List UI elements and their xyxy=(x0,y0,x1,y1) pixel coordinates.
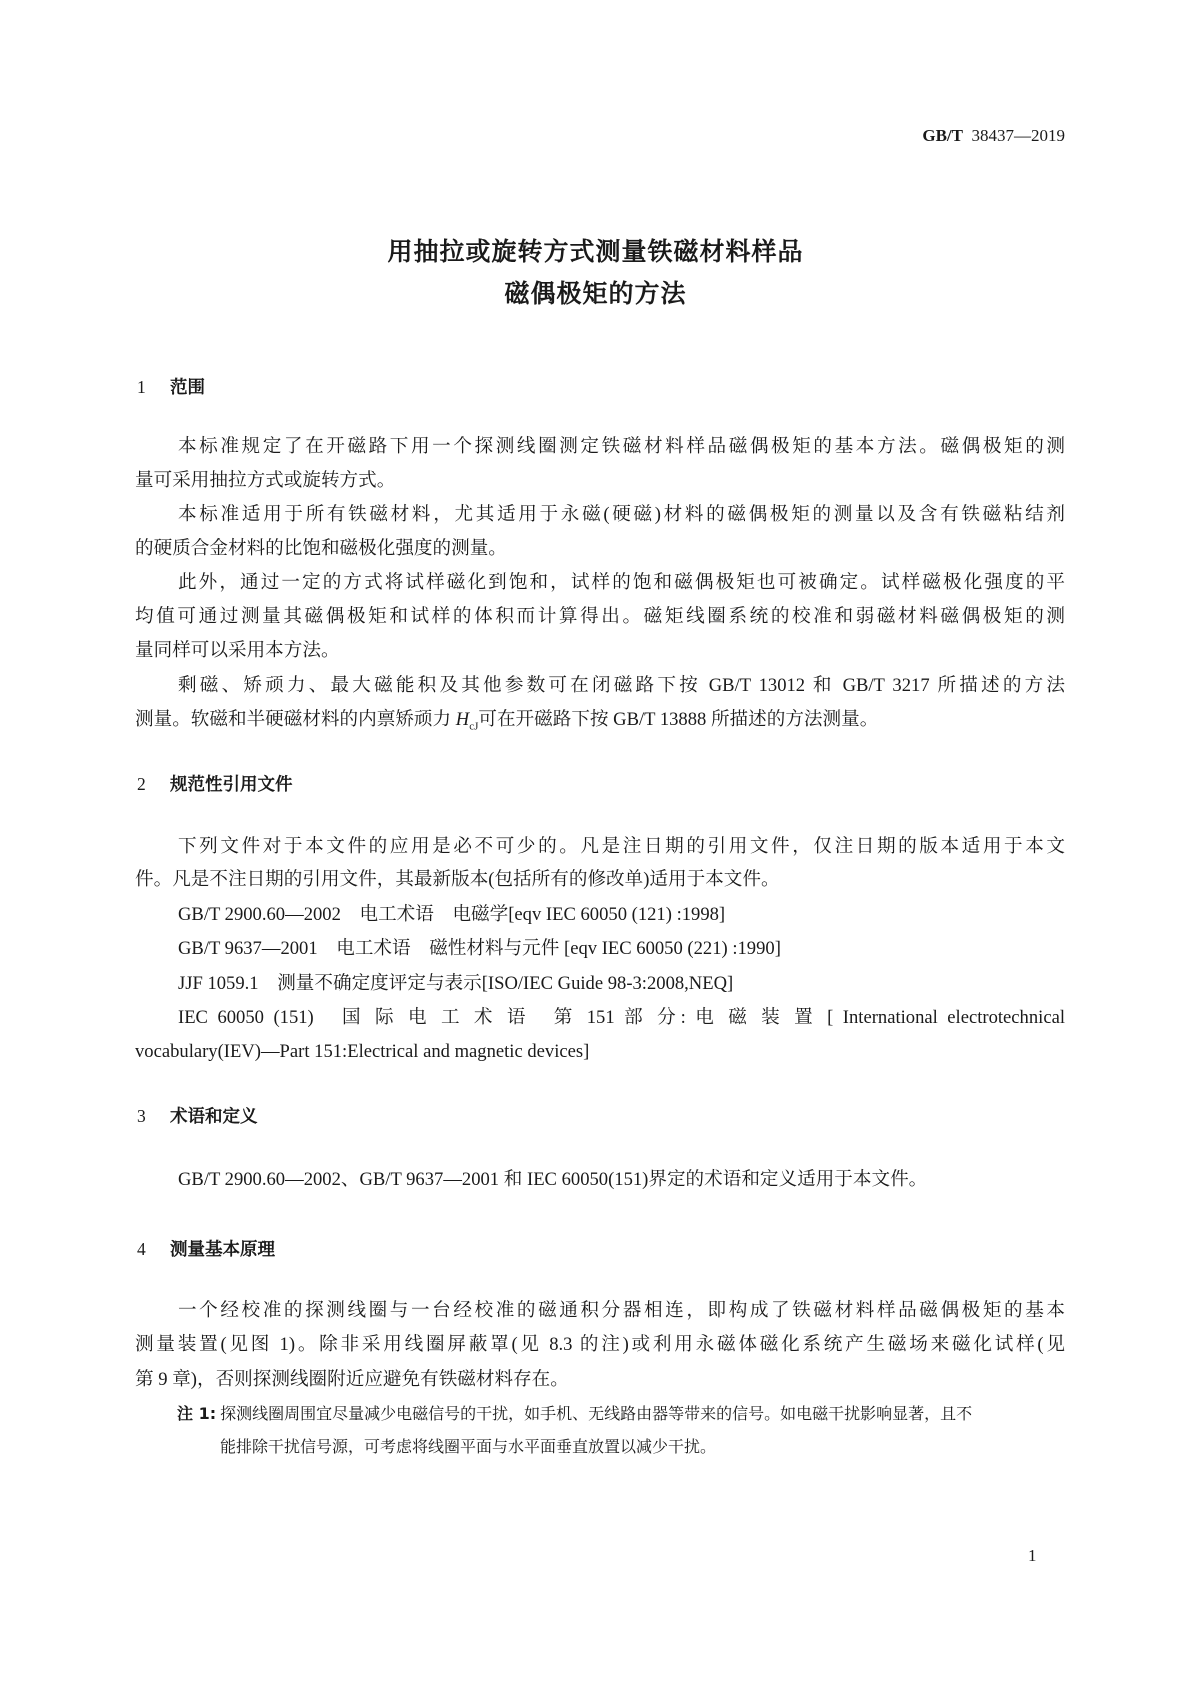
paragraph-line: 下列文件对于本文件的应用是必不可少的。凡是注日期的引用文件，仅注日期的版本适用于本文 xyxy=(178,836,1065,857)
note-1-continuation: 能排除干扰信号源，可考虑将线圈平面与水平面垂直放置以减少干扰。 xyxy=(220,1439,717,1456)
paragraph-line: 一个经校准的探测线圈与一台经校准的磁通积分器相连，即构成了铁磁材料样品磁偶极矩的基本 xyxy=(178,1300,1065,1321)
symbol-h: H xyxy=(455,709,470,730)
paragraph-line: 量可采用抽拉方式或旋转方式。 xyxy=(135,470,396,491)
paragraph-line: 第 9 章)，否则探测线圈附近应避免有铁磁材料存在。 xyxy=(135,1369,569,1390)
text: 可在开磁路下按 GB/T 13888 所描述的方法测量。 xyxy=(478,709,879,730)
paragraph-line: 此外，通过一定的方式将试样磁化到饱和，试样的饱和磁偶极矩也可被确定。试样磁极化强度的平 xyxy=(178,572,1065,593)
text: 测量。软磁和半硬磁材料的内禀矫顽力 xyxy=(135,709,456,730)
section-title: 规范性引用文件 xyxy=(170,775,293,795)
paragraph-line: 件。凡是不注日期的引用文件，其最新版本(包括所有的修改单)适用于本文件。 xyxy=(135,869,780,890)
paragraph-line: 均值可通过测量其磁偶极矩和试样的体积而计算得出。磁矩线圈系统的校准和弱磁材料磁偶极矩的测 xyxy=(135,606,1065,627)
section-heading-1 xyxy=(137,374,205,399)
section-title: 范围 xyxy=(170,378,205,398)
reference-item: JJF 1059.1 测量不确定度评定与表示[ISO/IEC Guide 98-3:2008,NEQ] xyxy=(178,973,734,994)
page-number: 1 xyxy=(1028,1546,1037,1565)
section-number: 4 xyxy=(137,1239,146,1259)
section-number: 2 xyxy=(137,774,146,794)
paragraph-line: GB/T 2900.60—2002、GB/T 9637—2001 和 IEC 60050(151)界定的术语和定义适用于本文件。 xyxy=(178,1169,928,1190)
document-title-line2: 磁偶极矩的方法 xyxy=(504,279,687,308)
note-label: 注 1: xyxy=(177,1404,217,1423)
reference-item: IEC 60050 (151) 国 际 电 工 术 语 第 151 部 分: 电 磁 装 置 [ International electrotechnical xyxy=(178,1007,1065,1028)
note-1 xyxy=(177,1403,1065,1426)
section-title: 术语和定义 xyxy=(170,1107,258,1127)
reference-item-continuation: vocabulary(IEV)—Part 151:Electrical and magnetic devices] xyxy=(135,1041,590,1062)
document-title-line1: 用抽拉或旋转方式测量铁磁材料样品 xyxy=(387,237,804,266)
standard-number xyxy=(922,126,1065,146)
paragraph-line: 量同样可以采用本方法。 xyxy=(135,640,340,661)
section-number: 1 xyxy=(137,377,146,397)
note-text: 探测线圈周围宜尽量减少电磁信号的干扰，如手机、无线路由器等带来的信号。如电磁干扰影响显著，且不 xyxy=(220,1406,973,1423)
paragraph-line: 的硬质合金材料的比饱和磁极化强度的测量。 xyxy=(135,538,507,559)
paragraph-line: 本标准适用于所有铁磁材料，尤其适用于永磁(硬磁)材料的磁偶极矩的测量以及含有铁磁粘结剂 xyxy=(178,504,1065,525)
paragraph-line: 本标准规定了在开磁路下用一个探测线圈测定铁磁材料样品磁偶极矩的基本方法。磁偶极矩的测 xyxy=(178,436,1065,457)
symbol-subscript: cJ xyxy=(469,720,479,733)
section-heading-3 xyxy=(137,1103,258,1128)
reference-item: GB/T 9637—2001 电工术语 磁性材料与元件 [eqv IEC 60050 (221) :1990] xyxy=(178,938,781,959)
paragraph-line: 剩磁、矫顽力、最大磁能积及其他参数可在闭磁路下按 GB/T 13012 和 GB/T 3217 所描述的方法 xyxy=(178,675,1065,696)
std-prefix: GB/T xyxy=(922,126,963,145)
reference-item: GB/T 2900.60—2002 电工术语 电磁学[eqv IEC 60050 (121) :1998] xyxy=(178,904,726,925)
paragraph-line xyxy=(135,708,1065,739)
section-title: 测量基本原理 xyxy=(170,1240,275,1260)
std-number: 38437—2019 xyxy=(971,126,1065,145)
section-heading-2 xyxy=(137,771,293,796)
paragraph-line: 测量装置(见图 1)。除非采用线圈屏蔽罩(见 8.3 的注)或利用永磁体磁化系统产生磁场来磁化试样(见 xyxy=(135,1334,1065,1355)
section-number: 3 xyxy=(137,1106,146,1126)
section-heading-4 xyxy=(137,1236,275,1261)
